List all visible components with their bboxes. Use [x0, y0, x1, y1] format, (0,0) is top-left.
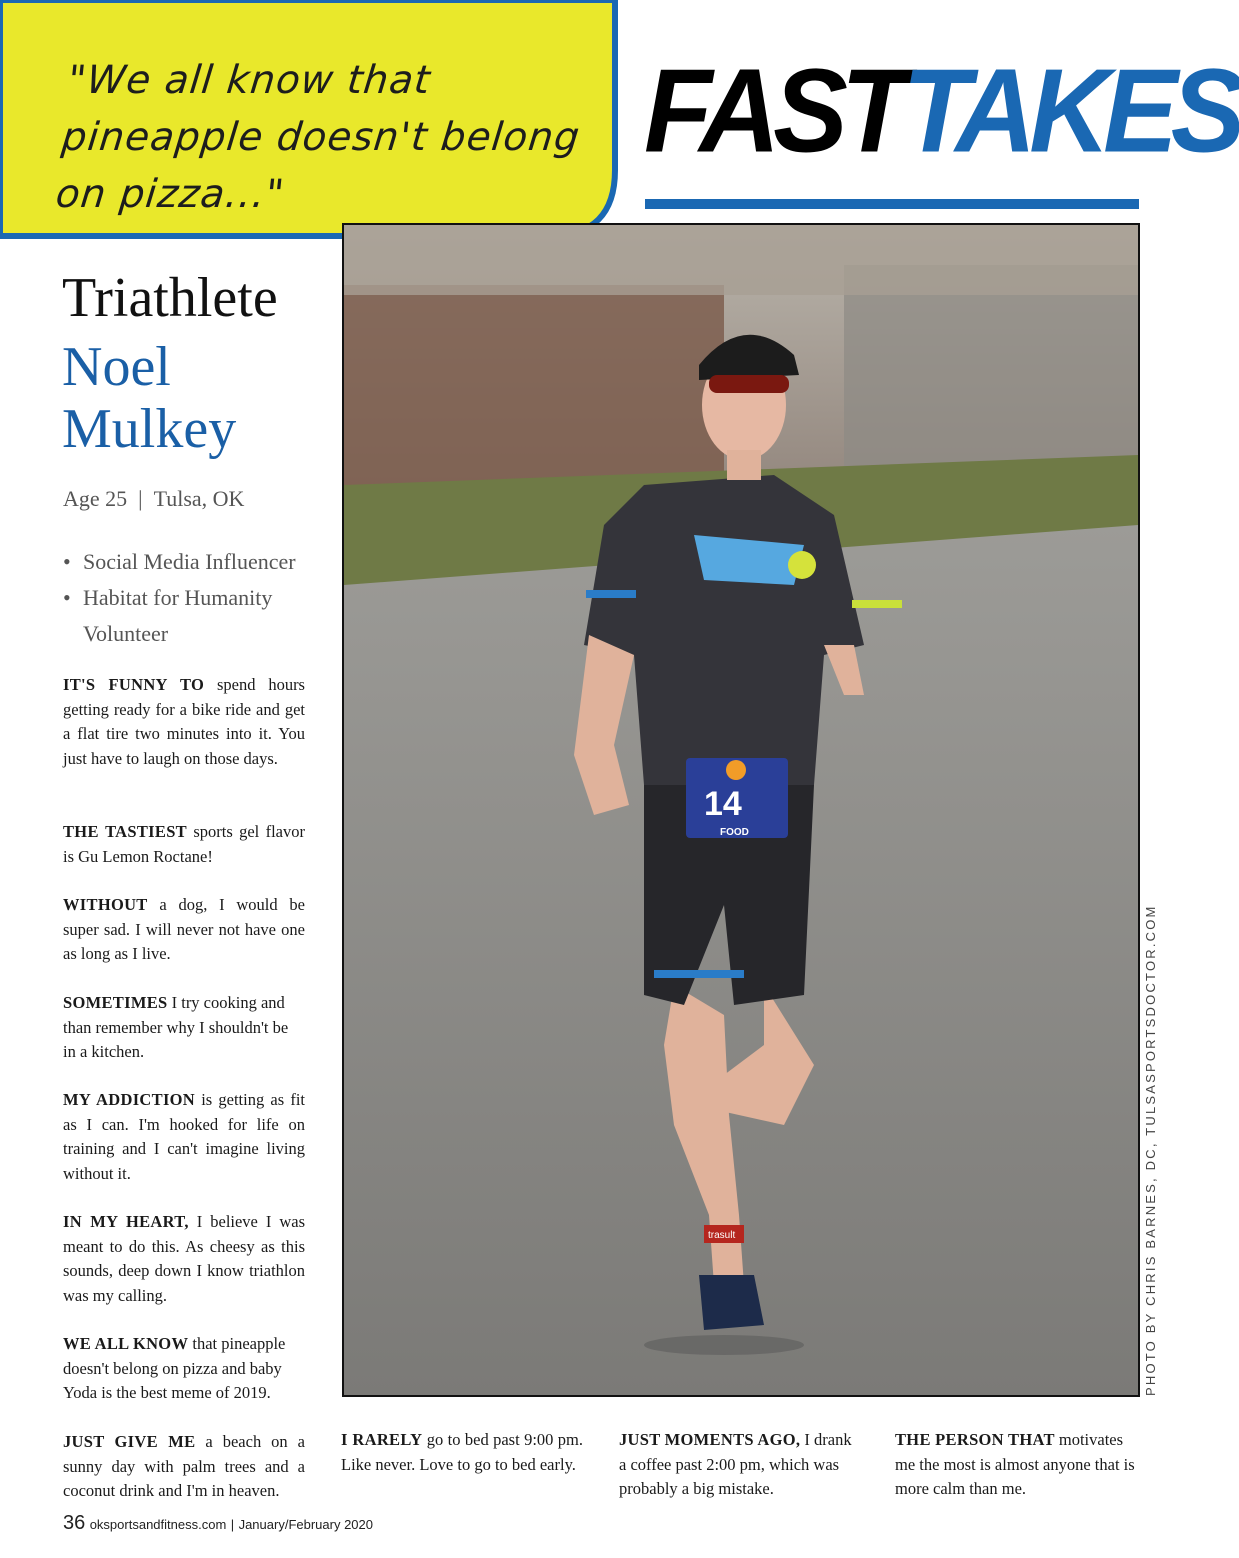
fact-item: IT'S FUNNY TO spend hours getting ready for a bike ride and get a flat tire two minutes into it. You just have to laugh on those days. — [63, 675, 305, 768]
fact-item: JUST GIVE ME a beach on a sunny day with palm trees and a coconut drink and I'm in heaven. — [63, 1432, 306, 1500]
fact-item: THE TASTIEST sports gel flavor is Gu Lemon Roctane! — [63, 822, 305, 866]
fact-item: SOMETIMES I try cooking and than remember why I shouldn't be in a kitchen. — [63, 993, 289, 1061]
fact-item: JUST MOMENTS AGO, I drank a coffee past 2:00 pm, which was probably a big mistake. — [619, 1430, 852, 1498]
role-item: • Social Media Influencer — [63, 544, 333, 580]
bib-label: FOOD — [720, 827, 749, 838]
footer-issue: January/February 2020 — [238, 1517, 373, 1532]
roles-list — [63, 544, 333, 652]
athlete-name — [62, 336, 236, 460]
title-takes: TAKES — [902, 44, 1239, 178]
fact-item: I RARELY go to bed past 9:00 pm. Like never. Love to go to bed early. — [341, 1430, 583, 1474]
fact-item: THE PERSON THAT motivates me the most is almost anyone that is more calm than me. — [895, 1430, 1135, 1498]
athlete-photo — [342, 223, 1140, 1397]
athlete-age: Age 25 — [63, 486, 128, 511]
first-name: Noel — [62, 336, 171, 398]
meta-separator: | — [138, 486, 143, 511]
page-title — [644, 44, 1239, 178]
last-name: Mulkey — [62, 398, 237, 460]
title-fast: FAST — [644, 44, 903, 178]
athlete-location: Tulsa, OK — [153, 486, 245, 511]
footer-separator: | — [230, 1517, 235, 1532]
profile-kicker: Triathlete — [62, 267, 278, 329]
fact-item: WITHOUT a dog, I would be super sad. I will never not have one as long as I live. — [63, 895, 305, 963]
fact-item: MY ADDICTION is getting as fit as I can. I'm hooked for life on training and I can't imagine living without it. — [63, 1090, 305, 1183]
pull-quote: "We all know that pineapple doesn't belong on pizza..." — [53, 58, 583, 217]
page-footer — [63, 1512, 373, 1535]
photo-credit: PHOTO BY CHRIS BARNES, DC, TULSASPORTSDOCTOR.COM — [1143, 904, 1158, 1396]
ankle-strap-text: trasult — [708, 1230, 736, 1241]
bib-number: 14 — [704, 785, 742, 823]
athlete-meta — [63, 486, 244, 512]
title-rule — [645, 199, 1139, 209]
fact-item: WE ALL KNOW that pineapple doesn't belong on pizza and baby Yoda is the best meme of 2019. — [63, 1334, 286, 1402]
role-item: • Habitat for Humanity Volunteer — [63, 580, 333, 652]
page-number: 36 — [63, 1512, 86, 1534]
fact-item: IN MY HEART, I believe I was meant to do this. As cheesy as this sounds, deep down I know triathlon was my calling. — [63, 1212, 305, 1305]
footer-site: oksportsandfitness.com — [89, 1517, 227, 1532]
